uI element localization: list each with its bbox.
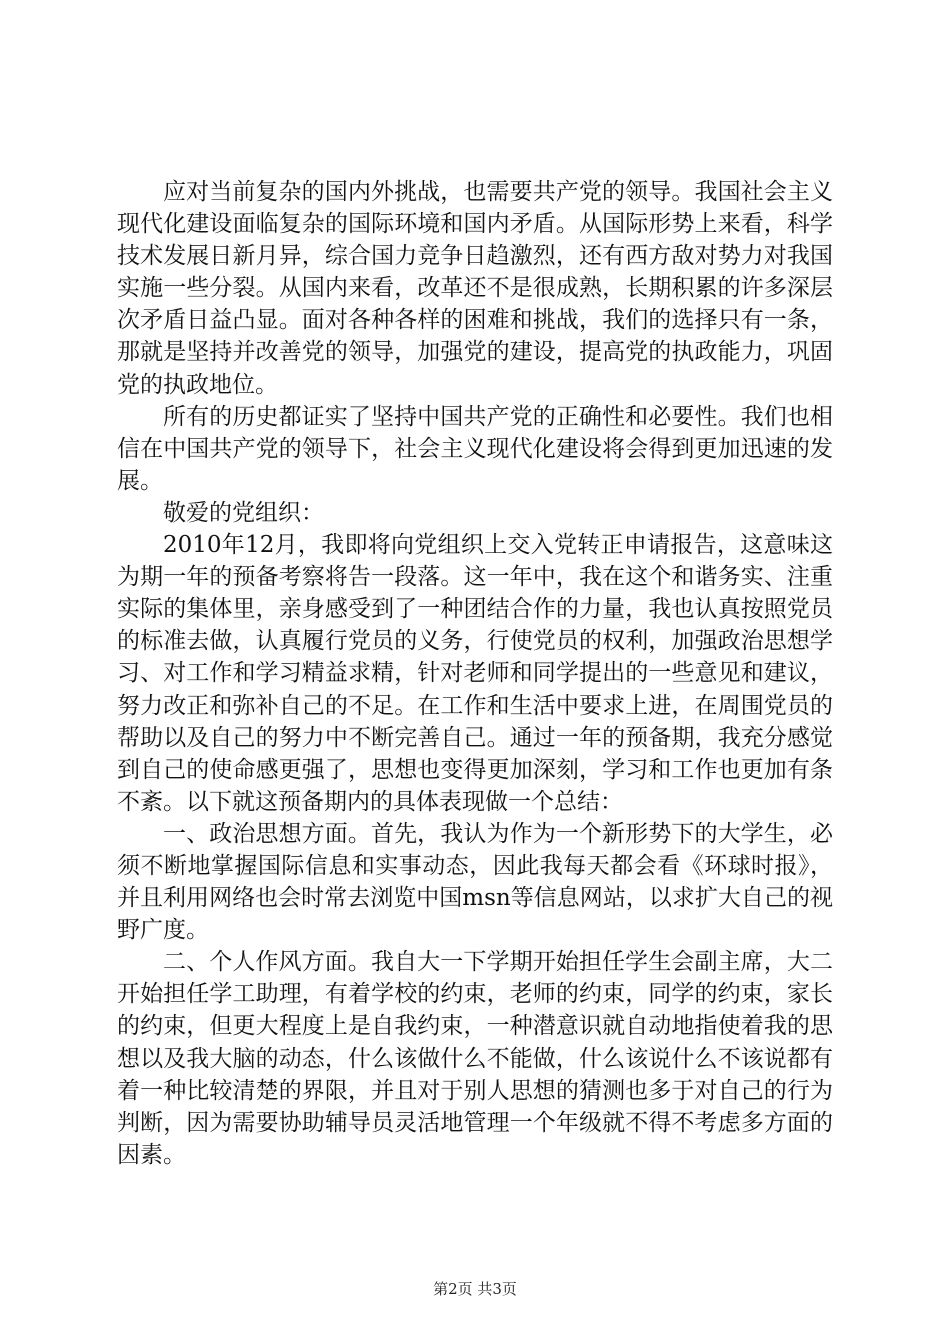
paragraph-6: 二、个人作风方面。我自大一下学期开始担任学生会副主席，大二开始担任学工助理，有着学校的约束，老师的约束，同学的约束，家长的约束，但更大程度上是自我约束，一种潜意识就自动地指使着我的思想以及我大脑的动态，什么该做什么不能做，什么该说什么不该说都有着一种比较清楚的界限，并且对于别人思想的猜测也多于对自己的行为判断，因为需要协助辅导员灵活地管理一个年级就不得不考虑多方面的因素。 — [117, 949, 833, 1168]
salutation: 敬爱的党组织： — [163, 499, 324, 526]
paragraph-5: 一、政治思想方面。首先，我认为作为一个新形势下的大学生，必须不断地掌握国际信息和实事动态，因此我每天都会看《环球时报》，并且利用网络也会时常去浏览中国msn等信息网站，以求扩大自己的视野广度。 — [117, 820, 833, 944]
paragraph-2: 所有的历史都证实了坚持中国共产党的正确性和必要性。我们也相信在中国共产党的领导下，社会主义现代化建设将会得到更加迅速的发展。 — [117, 403, 833, 494]
paragraph-1: 应对当前复杂的国内外挑战，也需要共产党的领导。我国社会主义现代化建设面临复杂的国际环境和国内矛盾。从国际形势上来看，科学技术发展日新月异，综合国力竞争日趋激烈，还有西方敌对势力对我国实施一些分裂。从国内来看，改革还不是很成熟，长期积累的许多深层次矛盾日益凸显。面对各种各样的困难和挑战，我们的选择只有一条，那就是坚持并改善党的领导，加强党的建设，提高党的执政能力，巩固党的执政地位。 — [117, 179, 833, 398]
page-number-footer: 第2页 共3页 — [433, 1280, 517, 1298]
document-body — [117, 176, 833, 1171]
paragraph-4: 2010年12月，我即将向党组织上交入党转正申请报告，这意味这为期一年的预备考察将告一段落。这一年中，我在这个和谐务实、注重实际的集体里，亲身感受到了一种团结合作的力量，我也认真按照党员的标准去做，认真履行党员的义务，行使党员的权利，加强政治思想学习、对工作和学习精益求精，针对老师和同学提出的一些意见和建议，努力改正和弥补自己的不足。在工作和生活中要求上进，在周围党员的帮助以及自己的努力中不断完善自己。通过一年的预备期，我充分感觉到自己的使命感更强了，思想也变得更加深刻，学习和工作也更加有条不紊。以下就这预备期内的具体表现做一个总结： — [117, 532, 833, 815]
